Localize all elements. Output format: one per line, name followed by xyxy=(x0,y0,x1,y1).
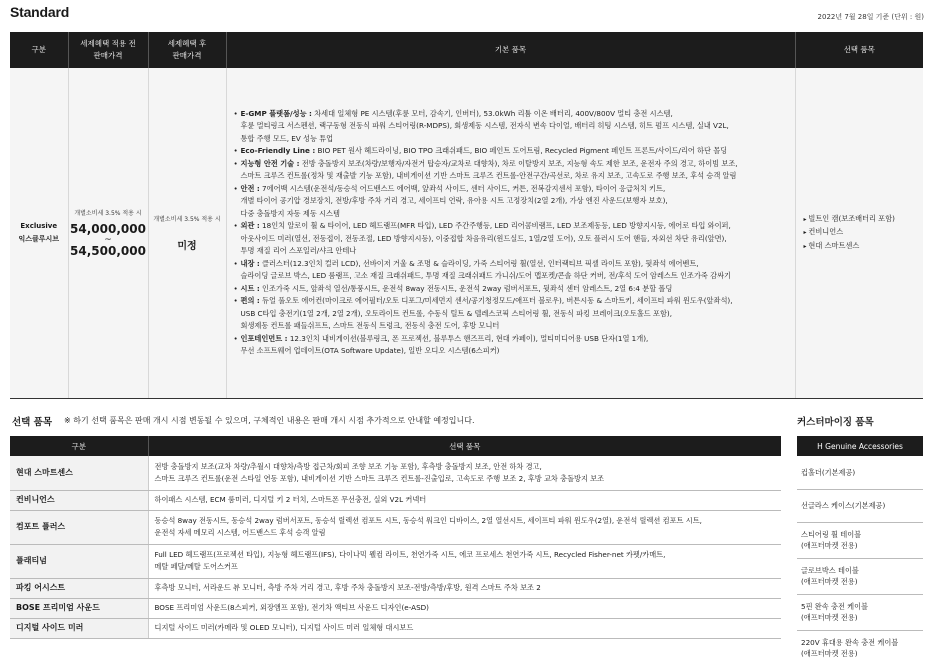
feature-label: 인포테인먼트 : xyxy=(240,333,288,343)
feature-line xyxy=(233,120,789,133)
package-name: 플래티넘 xyxy=(10,544,148,578)
feature-line xyxy=(233,245,789,258)
customizing-item-line2: (애프터마켓 전용) xyxy=(801,649,858,658)
feature-text: 다중 충돌방지 자동 제동 시스템 xyxy=(240,208,340,218)
feature-text: 전방 충돌방지 보조(차량/보행자/자전거 탑승자/교차로 대향차), 차로 이탈방지 보조, 지능형 속도 제한 보조, 운전자 주의 경고, 하이빔 보조, xyxy=(299,158,738,168)
customizing-heading: 커스터마이징 품목 xyxy=(797,417,874,428)
header-price-before-line2: 판매가격 xyxy=(93,51,123,60)
options-cell xyxy=(795,68,923,398)
customizing-row xyxy=(797,594,923,630)
package-items xyxy=(148,544,781,578)
feature-label: E-GMP 플랫폼/성능 : xyxy=(240,108,312,118)
customizing-row xyxy=(797,489,923,522)
header-basic-items: 기본 품목 xyxy=(226,32,795,68)
customizing-item-line1: 220V 휴대용 완속 충전 케이블 xyxy=(801,637,899,647)
feature-line xyxy=(233,170,789,183)
customizing-item-line1: 선글라스 케이스(기본제공) xyxy=(801,500,886,510)
price-before-note: 개별소비세 3.5% 적용 시 xyxy=(74,209,142,217)
package-items xyxy=(148,598,781,618)
customizing-table-header xyxy=(797,436,923,456)
price-after-value: 미정 xyxy=(177,240,197,252)
feature-text: 클러스터(12.3인치 컬러 LCD), 선바이저 거울 & 조명 & 슬라이딩, 가죽 스티어링 휠(열선, 인터랙티브 픽셀 라이트 포함), 뒷좌석 에어벤트, xyxy=(259,258,699,268)
selection-row xyxy=(10,618,781,638)
feature-text: 12.3인치 내비게이션(블루링크, 폰 프로젝션, 블루투스 핸즈프리, 현대 카페이), 멀티미디어용 USB 단자(1열 1개), xyxy=(287,333,649,343)
feature-text: 스마트 크루즈 컨트롤(정차 및 재출발 기능 포함), 내비게이션 기반 스마트 크루즈 컨트롤-안전구간/곡선로, 차로 유지 보조, 고속도로 주행 보조, 후석 승객 알림 xyxy=(240,171,737,181)
header-trim: 구분 xyxy=(10,32,68,68)
price-before-cell xyxy=(68,68,148,398)
feature-text: 18인치 알로이 휠 & 타이어, LED 헤드램프(MFR 타입), LED 주간주행등, LED 리어콤비램프, LED 보조제동등, LED 방향지시등, 에어로 타입 와이퍼, xyxy=(259,221,731,231)
option-item: ▸ 빌트인 캠(보조배터리 포함) xyxy=(804,213,924,227)
customizing-item xyxy=(797,558,923,594)
feature-text: 회생제동 컨트롤 패들쉬프트, 스마트 전동식 트렁크, 전동식 충전 도어, 후방 모니터 xyxy=(240,321,500,331)
customizing-item-line1: 스티어링 휠 테이블 xyxy=(801,529,862,539)
feature-line xyxy=(233,195,789,208)
feature-line xyxy=(233,345,789,358)
selection-row xyxy=(10,456,781,490)
customizing-item xyxy=(797,456,923,489)
feature-label: 지능형 안전 기술 : xyxy=(240,158,300,168)
main-spec-table xyxy=(10,32,923,399)
feature-line xyxy=(233,108,789,121)
page-title: Standard xyxy=(10,4,70,20)
package-items-line1: Full LED 헤드램프(프로젝션 타입), 지능형 헤드램프(IFS), 다이나믹 웰컴 라이트, 천연가죽 시트, 에코 프로세스 천연가죽 시트, Recycled Fisher-net 카펫/카매트, xyxy=(154,550,666,559)
package-name: 디지털 사이드 미러 xyxy=(10,618,148,638)
selection-note: ※ 하기 선택 품목은 판매 개시 시점 변동될 수 있으며, 구체적인 내용은 판매 개시 시점 추가적으로 안내할 예정입니다. xyxy=(64,416,475,425)
price-after-note: 개별소비세 3.5% 적용 시 xyxy=(153,215,221,223)
customizing-body xyxy=(797,456,923,662)
customizing-item-line2: (애프터마켓 전용) xyxy=(801,577,858,586)
customizing-item xyxy=(797,522,923,558)
features-list xyxy=(233,108,789,358)
selection-row xyxy=(10,578,781,598)
customizing-item xyxy=(797,594,923,630)
package-items-line1: 동승석 8way 전동시트, 동승석 2way 럼버서포트, 동승석 릴렉션 컴포트 시트, 동승석 워크인 디바이스, 2열 열선시트, 세이프티 파워 윈도우(2열), 운전석 릴렉션 컴포트 시트, xyxy=(154,516,702,525)
price-max: 54,500,000 xyxy=(70,243,146,258)
options-list xyxy=(796,213,924,254)
selection-row xyxy=(10,490,781,510)
selection-body xyxy=(10,456,781,638)
feature-line xyxy=(233,133,789,146)
feature-text: USB C타입 충전기(1열 2개, 2열 2개), 오토라이트 컨트롤, 수동식 틸트 & 텔레스코픽 스티어링 휠, 전동식 파킹 브레이크(오토홀드 포함), xyxy=(240,308,672,318)
feature-text: 후륜 멀티링크 서스펜션, 랙구동형 전동식 파워 스티어링(R-MDPS), 회생제동 시스템, 전자식 변속 다이얼, 배터리 히팅 시스템, 히트 펌프 시스템, 실내 V2L, xyxy=(240,121,729,131)
date-note: 2022년 7월 28일 기준 (단위 : 원) xyxy=(817,13,924,21)
package-items xyxy=(148,618,781,638)
package-items xyxy=(148,510,781,544)
customizing-item-line1: 5핀 완속 충전 케이블 xyxy=(801,601,868,611)
trim-row-exclusive xyxy=(10,68,923,398)
package-name: BOSE 프리미엄 사운드 xyxy=(10,598,148,618)
feature-text: 투명 재질 리어 스포일러/샤크 안테나 xyxy=(240,246,357,256)
selection-heading: 선택 품목 xyxy=(12,417,53,428)
customizing-row xyxy=(797,558,923,594)
feature-label: 외관 : xyxy=(240,221,260,231)
header-price-after-line2: 판매가격 xyxy=(172,51,202,60)
header-price-after-line1: 세제혜택 후 xyxy=(167,39,207,48)
customizing-item-line1: 컵홀더(기본제공) xyxy=(801,467,856,477)
feature-line xyxy=(233,145,789,158)
feature-line xyxy=(233,158,789,171)
customizing-row xyxy=(797,456,923,489)
customizing-row xyxy=(797,630,923,662)
feature-text: 듀얼 풀오토 에어컨(마이크로 에어필터/오토 디포그/미세먼지 센서/공기청정모드/애프터 블로우), 버튼시동 & 스마트키, 세이프티 파워 윈도우(앞좌석), xyxy=(259,296,733,306)
feature-text: 7에어백 시스템(운전석/동승석 어드밴스드 에어백, 앞좌석 사이드, 센터 사이드, 커튼, 전복감지센서 포함), 타이어 응급처치 키트, xyxy=(259,183,666,193)
feature-label: Eco-Friendly Line : xyxy=(240,146,316,156)
customizing-table xyxy=(797,436,923,662)
option-item: ▸ 컨비니언스 xyxy=(804,226,924,240)
trim-name xyxy=(10,68,68,398)
feature-text: 개별 타이어 공기압 경보장치, 전방/후방 주차 거리 경고, 세이프티 언락, 유아용 시트 고정장치(2열 2개), 가상 엔진 사운드(보행자 보호), xyxy=(240,196,668,206)
feature-line xyxy=(233,320,789,333)
feature-text: 무선 소프트웨어 업데이트(OTA Software Update), 일반 오디오 시스템(6스피커) xyxy=(240,346,500,356)
feature-text: 슬라이딩 글로브 박스, LED 룸램프, 고소 재질 크래쉬패드, 투명 재질 크래쉬패드 가니쉬/도어 맵포켓/콘솔 하단 커버, 전/후석 도어 암레스트 인조가죽 감싸기 xyxy=(240,271,731,281)
customizing-item xyxy=(797,489,923,522)
feature-text: 인조가죽 시트, 앞좌석 열선/통풍시트, 운전석 8way 전동시트, 운전석 2way 럼버서포트, 뒷좌석 센터 암레스트, 2열 6:4 분할 폴딩 xyxy=(259,283,673,293)
customizing-item-line2: (애프터마켓 전용) xyxy=(801,613,858,622)
package-items-line1: 전방 충돌방지 보조(교차 차량/추월시 대향차/측방 접근차/회피 조향 보조 기능 포함), 후측방 충돌방지 보조, 안전 하차 경고, xyxy=(154,461,542,471)
package-items-line2: 메탈 페달/메탈 도어스커프 xyxy=(154,562,238,571)
package-name: 현대 스마트센스 xyxy=(10,456,148,490)
trim-name-ko: 익스클루시브 xyxy=(18,234,60,243)
header-options: 선택 품목 xyxy=(795,32,923,68)
feature-line xyxy=(233,270,789,283)
trim-name-en: Exclusive xyxy=(20,221,58,230)
feature-line xyxy=(233,258,789,271)
package-items xyxy=(148,578,781,598)
customizing-item xyxy=(797,630,923,662)
selection-row xyxy=(10,510,781,544)
package-items-line1: BOSE 프리미엄 사운드(8스피커, 외장앰프 포함), 전기차 액티브 사운드 디자인(e-ASD) xyxy=(154,603,429,612)
selection-table xyxy=(10,436,781,639)
package-items-line1: 하이패스 시스템, ECM 룸미러, 디지털 키 2 터치, 스마트폰 무선충전, 실외 V2L 커넥터 xyxy=(154,495,427,504)
feature-text: 아웃사이드 미러(열선, 전동접이, 전동조절, LED 방향지시등), 이중접합 차음유리(윈드실드, 1열/2열 도어), 오토 플러시 도어 핸들, 자외선 차단 유리(앞면), xyxy=(240,233,727,243)
selection-row xyxy=(10,598,781,618)
feature-line xyxy=(233,333,789,346)
feature-label: 시트 : xyxy=(240,283,260,293)
header-price-after xyxy=(148,32,226,68)
feature-line xyxy=(233,220,789,233)
feature-text: 차세대 일체형 PE 시스템(후륜 모터, 감속기, 인버터), 53.0kWh 리튬 이온 배터리, 400V/800V 멀티 충전 시스템, xyxy=(311,108,673,118)
price-tilde: ~ xyxy=(104,234,112,245)
feature-label: 편의 : xyxy=(240,296,260,306)
header-price-before xyxy=(68,32,148,68)
feature-line xyxy=(233,233,789,246)
package-name: 컨비니언스 xyxy=(10,490,148,510)
price-after-cell xyxy=(148,68,226,398)
customizing-item-line1: 글로브박스 테이블 xyxy=(801,565,859,575)
header-price-before-line1: 세제혜택 적용 전 xyxy=(80,39,136,48)
feature-line xyxy=(233,183,789,196)
feature-line xyxy=(233,283,789,296)
package-name: 컴포트 플러스 xyxy=(10,510,148,544)
package-items-line2: 운전석 자세 메모리 시스템, 어드밴스드 후석 승객 알림 xyxy=(154,528,326,537)
feature-text: 통합 주행 모드, EV 성능 튜업 xyxy=(240,133,334,143)
feature-label: 안전 : xyxy=(240,183,260,193)
package-items-line1: 후측방 모니터, 서라운드 뷰 모니터, 측방 주차 거리 경고, 후방 주차 충돌방지 보조-전방/측방/후방, 원격 스마트 주차 보조 2 xyxy=(154,583,541,592)
package-items-line2: 스마트 크루즈 컨트롤(운전 스타일 연동 포함), 내비게이션 기반 스마트 크루즈 컨트롤-진출입로, 고속도로 주행 보조 2, 후방 교차 충돌방지 보조 xyxy=(154,473,605,483)
basic-features-cell xyxy=(226,68,795,398)
package-items xyxy=(148,456,781,490)
customizing-item-line2: (애프터마켓 전용) xyxy=(801,541,858,550)
feature-line xyxy=(233,208,789,221)
package-name: 파킹 어시스트 xyxy=(10,578,148,598)
main-table-header xyxy=(10,32,923,68)
selection-table-header xyxy=(10,436,781,456)
feature-line xyxy=(233,295,789,308)
selection-col-category: 구분 xyxy=(10,436,148,456)
feature-label: 내장 : xyxy=(240,258,260,268)
feature-text: BIO PET 원사 헤드라이닝, BIO TPO 크래쉬패드, BIO 페인트 도어트림, Recycled Pigment 페인트 프론트/사이드/리어 하단 몰딩 xyxy=(315,146,728,156)
package-items xyxy=(148,490,781,510)
customizing-col-header: H Genuine Accessories xyxy=(797,436,923,456)
package-items-line1: 디지털 사이드 미러(카메라 및 OLED 모니터), 디지털 사이드 미러 일체형 대시보드 xyxy=(154,623,414,632)
option-item: ▸ 현대 스마트센스 xyxy=(804,240,924,254)
feature-line xyxy=(233,308,789,321)
customizing-row xyxy=(797,522,923,558)
price-min: 54,000,000 xyxy=(70,221,146,236)
selection-col-items: 선택 품목 xyxy=(148,436,781,456)
selection-row xyxy=(10,544,781,578)
